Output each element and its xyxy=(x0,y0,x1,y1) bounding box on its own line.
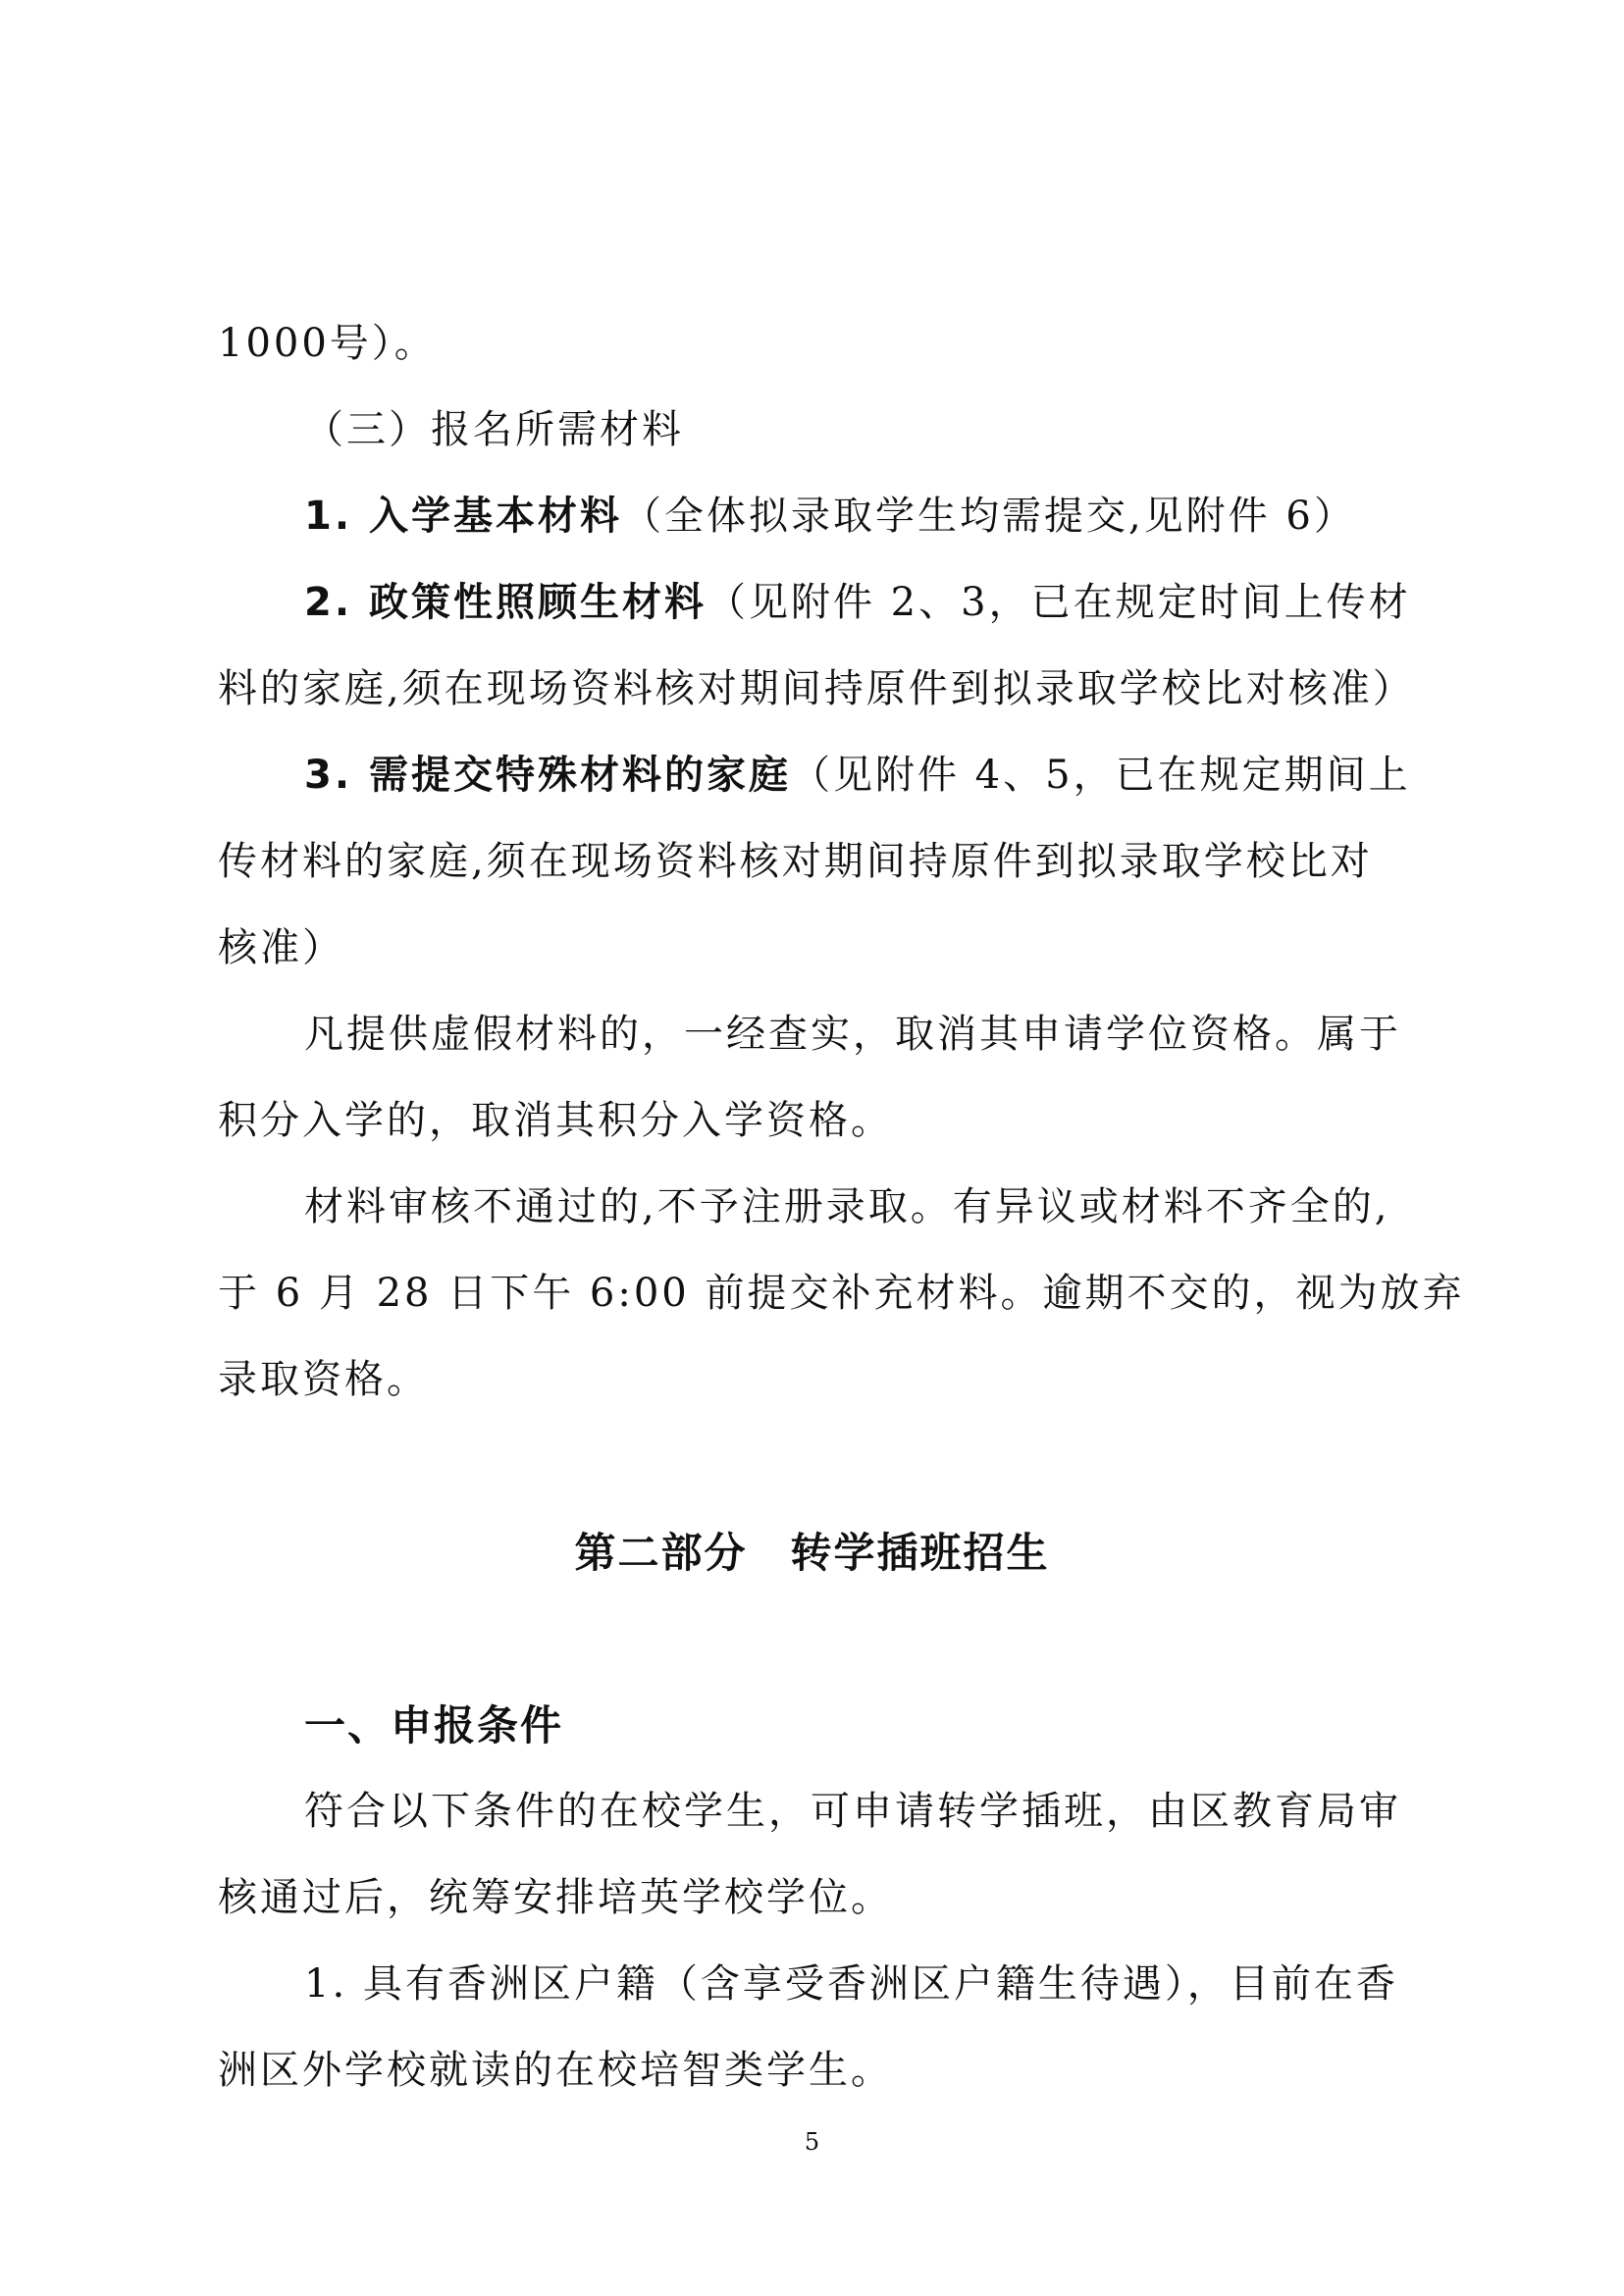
paragraph-line: 洲区外学校就读的在校培智类学生。 xyxy=(218,2048,893,2093)
paragraph-line xyxy=(304,493,1356,540)
paragraph-line: 积分入学的，取消其积分入学资格。 xyxy=(218,1098,893,1143)
paragraph-line xyxy=(304,752,1411,799)
section-label-materials: （三）报名所需材料 xyxy=(304,407,684,452)
paragraph-line: 核通过后，统筹安排培英学校学位。 xyxy=(218,1875,893,1920)
section-heading xyxy=(0,1529,1624,1578)
paragraph-line: 录取资格。 xyxy=(218,1357,429,1402)
paragraph-line: 核准） xyxy=(218,925,344,970)
item-text: （见附件 2、3，已在规定时间上传材 xyxy=(706,580,1411,625)
paragraph-line: 凡提供虚假材料的，一经查实，取消其申请学位资格。属于 xyxy=(304,1012,1401,1057)
paragraph-line: 1. 具有香洲区户籍（含享受香洲区户籍生待遇），目前在香 xyxy=(304,1961,1398,2007)
item-title-special-materials: 3. 需提交特殊材料的家庭 xyxy=(304,753,791,798)
paragraph-line xyxy=(304,579,1411,626)
section-heading-title: 转学插班招生 xyxy=(790,1529,1050,1577)
paragraph-line: 符合以下条件的在校学生，可申请转学插班，由区教育局审 xyxy=(304,1789,1401,1834)
section-heading-part: 第二部分 xyxy=(574,1529,748,1577)
item-title-policy-materials: 2. 政策性照顾生材料 xyxy=(304,580,707,625)
item-text: （见附件 4、5，已在规定期间上 xyxy=(790,753,1411,798)
item-text: （全体拟录取学生均需提交,见附件 6） xyxy=(621,494,1356,539)
item-title-basic-materials: 1. 入学基本材料 xyxy=(304,494,622,539)
paragraph-line: 于 6 月 28 日下午 6:00 前提交补充材料。逾期不交的，视为放弃 xyxy=(218,1271,1465,1316)
paragraph-line: 材料审核不通过的,不予注册录取。有异议或材料不齐全的, xyxy=(304,1184,1390,1229)
subheading-conditions: 一、申报条件 xyxy=(304,1701,564,1749)
paragraph-line: 料的家庭,须在现场资料核对期间持原件到拟录取学校比对核准） xyxy=(218,666,1415,711)
page-number: 5 xyxy=(804,2128,820,2156)
paragraph-line: 1000号）。 xyxy=(218,321,437,366)
paragraph-line: 传材料的家庭,须在现场资料核对期间持原件到拟录取学校比对 xyxy=(218,839,1373,884)
